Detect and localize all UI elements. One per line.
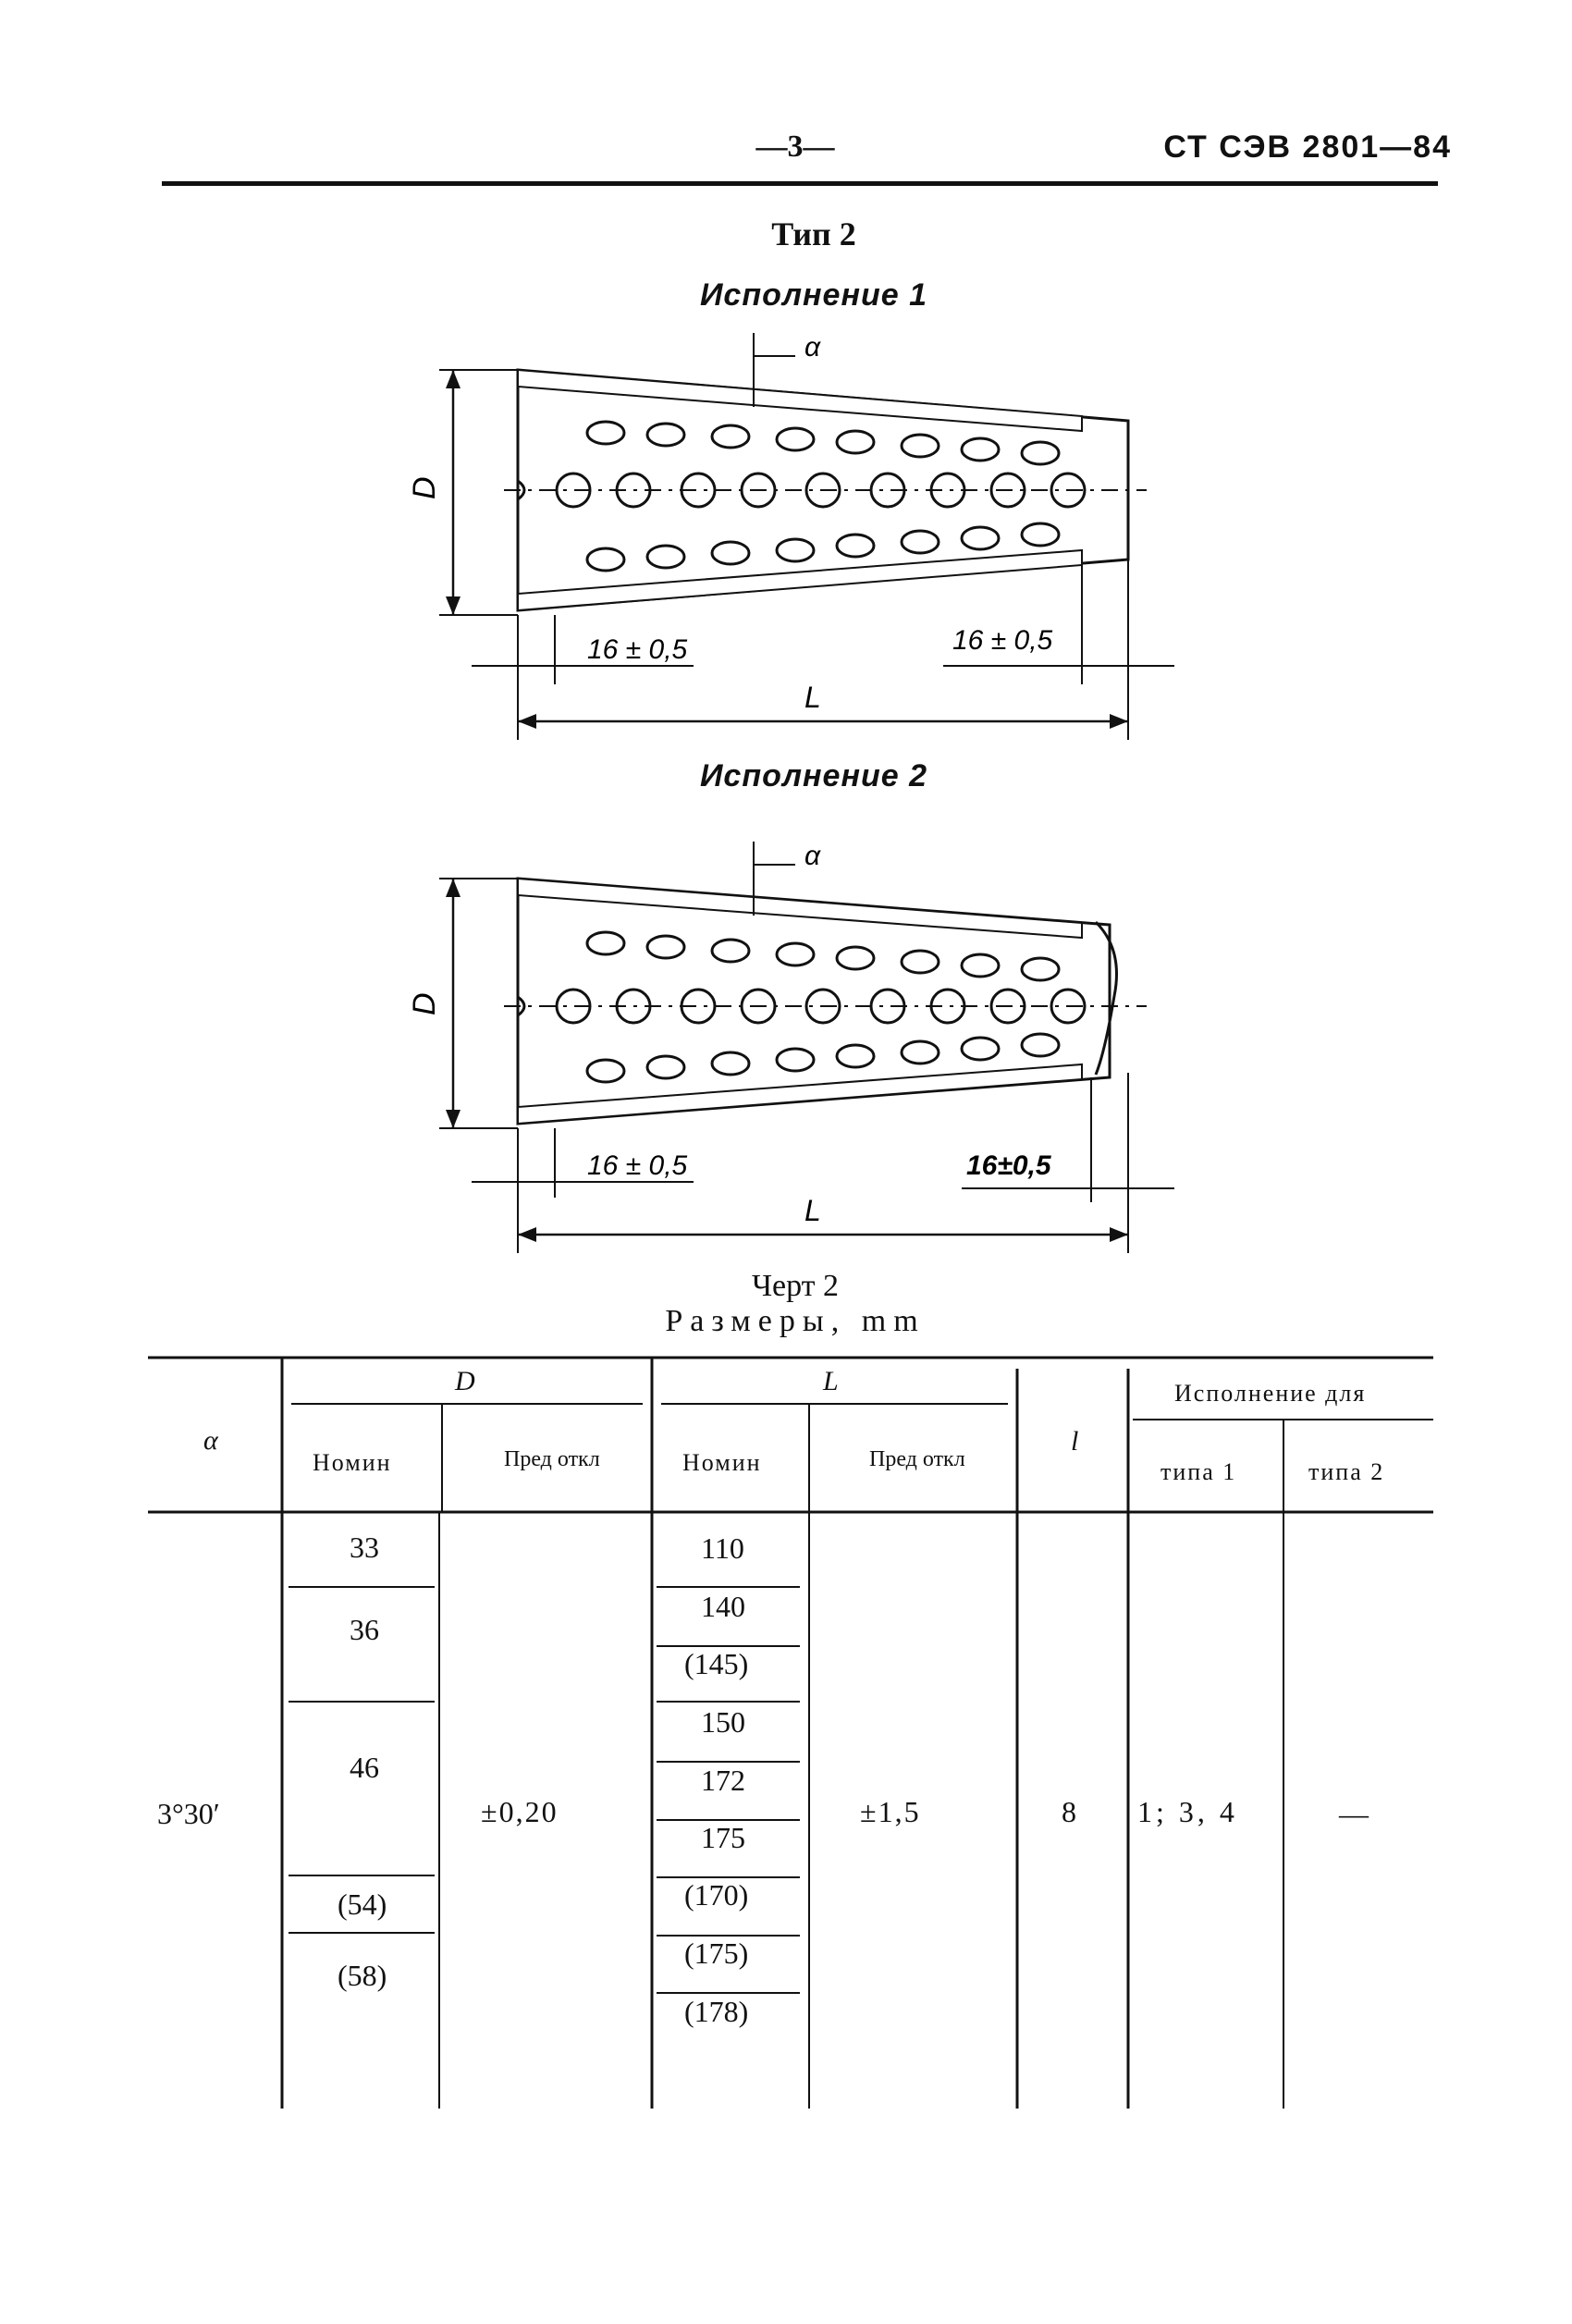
dim-right-2: 16±0,5 bbox=[966, 1150, 1051, 1181]
l-label-2: L bbox=[804, 1194, 821, 1227]
header-l-nominal: Номин bbox=[682, 1449, 762, 1476]
l-value: 150 bbox=[701, 1705, 745, 1739]
type-1-value: 1; 3, 4 bbox=[1137, 1795, 1238, 1828]
alpha-label-2: α bbox=[804, 841, 821, 871]
header-type-2: типа 2 bbox=[1308, 1458, 1385, 1485]
type-2-value: — bbox=[1339, 1797, 1369, 1830]
l-value: (178) bbox=[684, 1995, 749, 2028]
header-execution: Исполнение для bbox=[1174, 1380, 1367, 1407]
l-tolerance-value: ±1,5 bbox=[860, 1795, 921, 1828]
header-d: D bbox=[455, 1366, 475, 1396]
d-value: 33 bbox=[350, 1531, 379, 1564]
l-value: (170) bbox=[684, 1878, 749, 1912]
header-l: L bbox=[823, 1366, 839, 1396]
header-alpha: α bbox=[203, 1425, 218, 1456]
page-number: —3— bbox=[755, 129, 835, 164]
header-type-1: типа 1 bbox=[1161, 1458, 1237, 1485]
alpha-label-1: α bbox=[804, 332, 821, 363]
d-tolerance-value: ±0,20 bbox=[481, 1795, 559, 1828]
l-value: 140 bbox=[701, 1590, 745, 1623]
header-l-small: l bbox=[1071, 1426, 1079, 1457]
variant-2-title: Исполнение 2 bbox=[699, 758, 928, 793]
l-nominal-values bbox=[684, 1531, 748, 2028]
l-value: (145) bbox=[684, 1647, 749, 1680]
d-value: (58) bbox=[338, 1959, 387, 1992]
header-l-tolerance: Пред откл bbox=[869, 1447, 965, 1471]
d-nominal-values bbox=[338, 1531, 387, 1992]
l-label-1: L bbox=[804, 681, 821, 714]
d-value: (54) bbox=[338, 1887, 387, 1921]
l-value: 110 bbox=[701, 1531, 744, 1565]
document-code: СТ СЭВ 2801—84 bbox=[1163, 129, 1452, 165]
l-small-value: 8 bbox=[1062, 1795, 1076, 1828]
d-label-1: D bbox=[407, 476, 442, 499]
d-value: 36 bbox=[350, 1613, 379, 1646]
header-d-tolerance: Пред откл bbox=[504, 1447, 600, 1471]
alpha-value: 3°30′ bbox=[157, 1797, 220, 1830]
d-label-2: D bbox=[407, 992, 442, 1015]
figure-caption: Черт 2 bbox=[751, 1269, 840, 1303]
type-title: Тип 2 bbox=[771, 215, 856, 252]
dim-left-2: 16 ± 0,5 bbox=[587, 1150, 688, 1181]
dim-left-1: 16 ± 0,5 bbox=[587, 634, 688, 665]
header-d-nominal: Номин bbox=[313, 1449, 392, 1476]
l-value: (175) bbox=[684, 1937, 749, 1970]
variant-1-title: Исполнение 1 bbox=[699, 277, 928, 313]
d-value: 46 bbox=[350, 1751, 379, 1784]
sizes-caption: Размеры, mm bbox=[665, 1304, 926, 1338]
l-value: 172 bbox=[701, 1764, 745, 1797]
dim-right-1: 16 ± 0,5 bbox=[952, 625, 1053, 656]
l-value: 175 bbox=[701, 1821, 745, 1854]
